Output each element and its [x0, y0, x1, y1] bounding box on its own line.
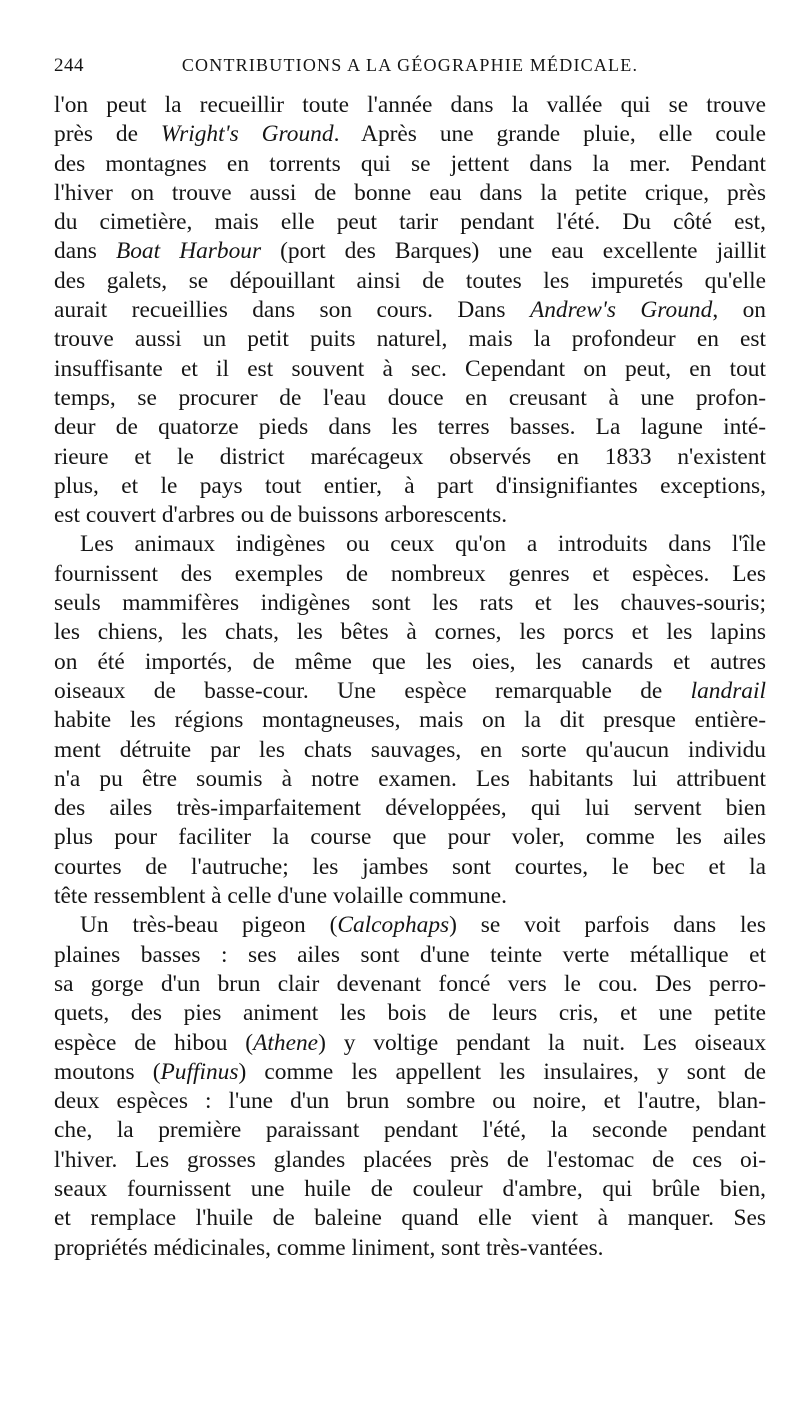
text-segment: courtes de l'autruche; les jambes sont courtes, le bec et la — [54, 853, 766, 880]
text-line — [54, 736, 766, 765]
text-segment: plus pour faciliter la course que pour voler, comme les ailes — [54, 824, 766, 851]
italic-text: Wright's Ground — [160, 121, 334, 148]
text-segment: moutons ( — [54, 1058, 161, 1085]
text-line — [54, 91, 766, 120]
text-segment: et remplace l'huile de baleine quand elle vient à manquer. Ses — [54, 1205, 766, 1232]
text-segment: che, la première paraissant pendant l'été, la seconde pendant — [54, 1117, 766, 1144]
text-segment: plaines basses : ses ailes sont d'une teinte verte métallique et — [54, 941, 766, 968]
text-segment: espèce de hibou ( — [54, 1029, 254, 1056]
text-segment: aurait recueillies dans son cours. Dans — [54, 297, 530, 324]
text-segment: on été importés, de même que les oies, les canards et autres — [54, 648, 766, 675]
text-segment: plus, et le pays tout entier, à part d'insignifiantes exceptions, — [54, 472, 766, 499]
text-line — [54, 355, 766, 384]
text-line — [54, 677, 766, 706]
text-line — [54, 120, 766, 149]
text-line — [54, 853, 766, 882]
page-number: 244 — [54, 55, 84, 76]
text-segment: seuls mammifères indigènes sont les rats et les chauves-souris; — [54, 590, 766, 617]
book-page — [54, 55, 766, 1263]
text-line — [54, 1058, 766, 1087]
text-line — [54, 413, 766, 442]
text-line — [54, 1029, 766, 1058]
text-segment: sa gorge d'un brun clair devenant foncé vers le cou. Des perro- — [54, 970, 766, 997]
text-line — [54, 443, 766, 472]
text-segment: l'hiver on trouve aussi de bonne eau dans la petite crique, près — [54, 179, 766, 206]
text-line — [54, 150, 766, 179]
text-segment: deux espèces : l'une d'un brun sombre ou noire, et l'autre, blan- — [54, 1088, 766, 1115]
text-line — [54, 560, 766, 589]
text-line — [54, 530, 766, 559]
text-line — [54, 1116, 766, 1145]
italic-text: Calcophaps — [337, 912, 450, 939]
text-segment: des ailes très-imparfaitement développées, qui lui servent bien — [54, 795, 766, 822]
italic-text: Athene — [253, 1029, 319, 1056]
text-line — [54, 648, 766, 677]
text-line — [54, 706, 766, 735]
text-segment: temps, se procurer de l'eau douce en creusant à une profon- — [54, 384, 766, 411]
text-segment: Les animaux indigènes ou ceux qu'on a introduits dans l'île — [80, 531, 766, 558]
text-segment: ) comme les appellent les insulaires, y sont de — [238, 1058, 766, 1085]
text-segment: propriétés médicinales, comme liniment, sont très-vantées. — [54, 1234, 604, 1261]
text-segment: près de — [54, 121, 161, 148]
italic-text: Boat Harbour — [115, 238, 262, 265]
italic-text: landrail — [690, 677, 766, 704]
text-line — [54, 999, 766, 1028]
body-text — [54, 91, 766, 1263]
text-segment: habite les régions montagneuses, mais on la dit presque entière- — [54, 707, 766, 734]
text-line — [54, 1175, 766, 1204]
text-segment: les chiens, les chats, les bêtes à cornes, les porcs et les lapins — [54, 619, 766, 646]
text-segment: . Après une grande pluie, elle coule — [333, 121, 767, 148]
text-segment: ment détruite par les chats sauvages, en sorte qu'aucun individu — [54, 736, 766, 763]
text-line — [54, 267, 766, 296]
text-line — [54, 823, 766, 852]
text-segment: l'on peut la recueillir toute l'année dans la vallée qui se trouve — [54, 92, 766, 118]
running-head — [54, 55, 766, 91]
text-line — [54, 501, 766, 530]
text-line — [54, 589, 766, 618]
text-line — [54, 237, 766, 266]
text-line — [54, 882, 766, 911]
text-line — [54, 1146, 766, 1175]
text-segment: Un très-beau pigeon ( — [80, 912, 338, 939]
running-title: CONTRIBUTIONS A LA GÉOGRAPHIE MÉDICALE. — [181, 55, 639, 75]
text-segment: fournissent des exemples de nombreux genres et espèces. Les — [54, 560, 766, 587]
text-line — [54, 618, 766, 647]
text-line — [54, 970, 766, 999]
text-segment: trouve aussi un petit puits naturel, mais la profondeur en est — [54, 326, 766, 353]
text-line — [54, 1204, 766, 1233]
text-segment: quets, des pies animent les bois de leurs cris, et une petite — [54, 1000, 766, 1027]
text-segment: (port des Barques) une eau excellente jaillit — [261, 238, 767, 265]
text-line — [54, 208, 766, 237]
italic-text: Puffinus — [160, 1058, 239, 1085]
text-line — [54, 911, 766, 940]
italic-text: Andrew's Ground — [529, 297, 713, 324]
text-line — [54, 179, 766, 208]
text-line — [54, 765, 766, 794]
text-line — [54, 794, 766, 823]
text-segment: insuffisante et il est souvent à sec. Cependant on peut, en tout — [54, 355, 766, 382]
text-line — [54, 941, 766, 970]
text-segment: est couvert d'arbres ou de buissons arborescents. — [54, 502, 508, 529]
text-line — [54, 296, 766, 325]
text-segment: ) y voltige pendant la nuit. Les oiseaux — [318, 1029, 767, 1056]
text-segment: des galets, se dépouillant ainsi de toutes les impuretés qu'elle — [54, 267, 766, 294]
text-line — [54, 1234, 766, 1263]
text-segment: seaux fournissent une huile de couleur d'ambre, qui brûle bien, — [54, 1175, 766, 1202]
text-segment: tête ressemblent à celle d'une volaille commune. — [54, 883, 508, 910]
text-segment: dans — [54, 238, 116, 265]
text-line — [54, 325, 766, 354]
text-segment: du cimetière, mais elle peut tarir pendant l'été. Du côté est, — [54, 209, 766, 236]
text-segment: , on — [712, 297, 766, 324]
text-segment: n'a pu être soumis à notre examen. Les habitants lui attribuent — [54, 765, 766, 792]
text-segment: rieure et le district marécageux observés en 1833 n'existent — [54, 443, 766, 470]
text-line — [54, 472, 766, 501]
text-line — [54, 384, 766, 413]
text-segment: ) se voit parfois dans les — [449, 912, 766, 939]
text-segment: deur de quatorze pieds dans les terres basses. La lagune inté- — [54, 414, 766, 441]
text-line — [54, 1087, 766, 1116]
text-segment: oiseaux de basse-cour. Une espèce remarquable de — [54, 677, 691, 704]
text-segment: l'hiver. Les grosses glandes placées près de l'estomac de ces oi- — [54, 1146, 766, 1173]
text-segment: des montagnes en torrents qui se jettent dans la mer. Pendant — [54, 150, 766, 177]
